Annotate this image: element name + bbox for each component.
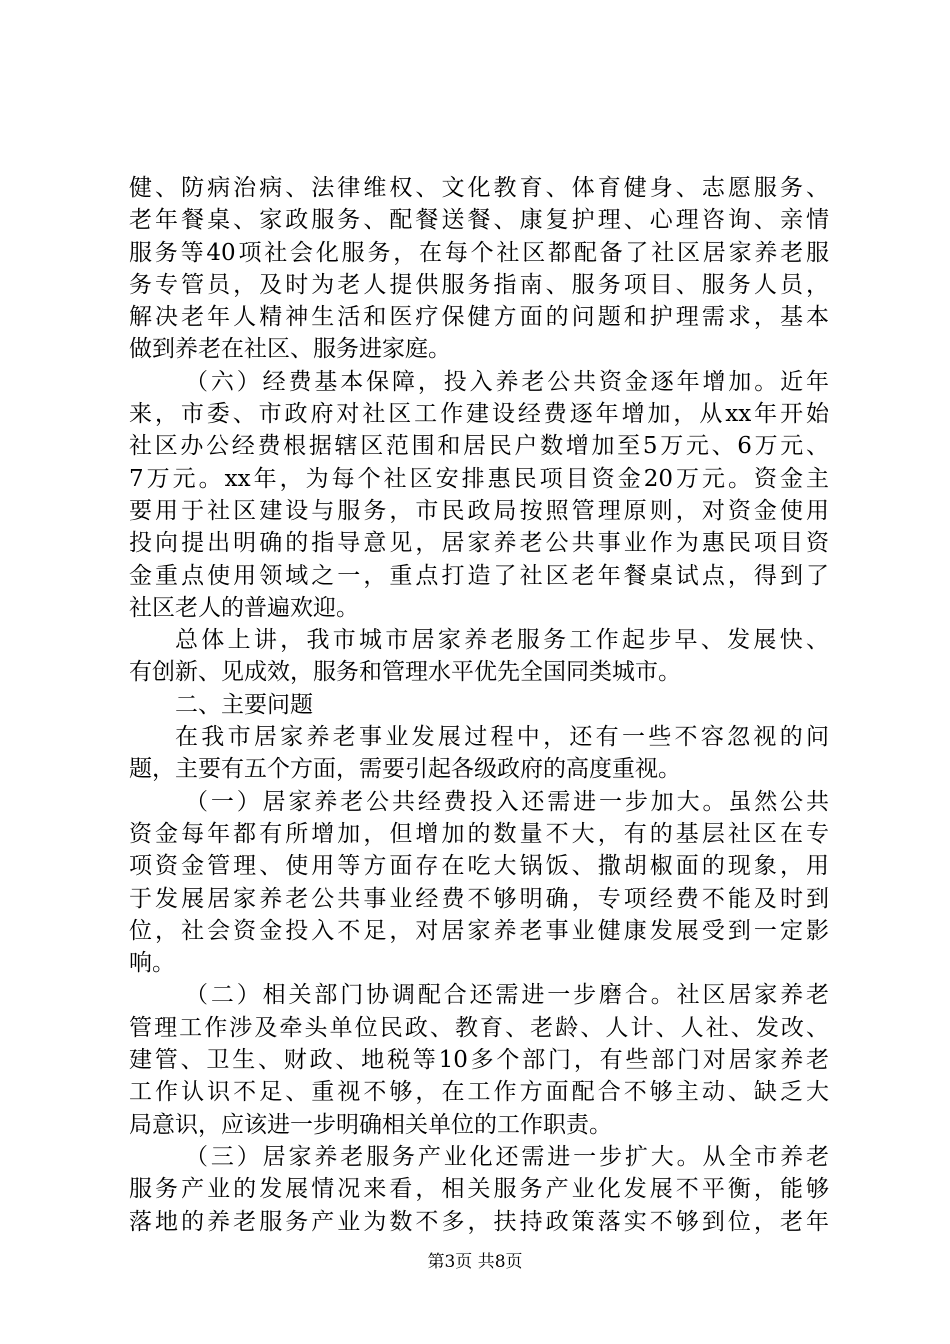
text-line: 位，社会资金投入不足，对居家养老事业健康发展受到一定影 [129, 917, 829, 944]
text-line: 响。 [129, 950, 175, 977]
text-line: 解决老年人精神生活和医疗保健方面的问题和护理需求，基本 [129, 304, 829, 331]
text-line: 社区办公经费根据辖区范围和居民户数增加至5万元、6万元、 [129, 433, 829, 460]
page-footer: 第3页 共8页 [427, 1252, 523, 1272]
text-line: 管理工作涉及牵头单位民政、教育、老龄、人计、人社、发改、 [129, 1014, 829, 1041]
text-line: 资金每年都有所增加，但增加的数量不大，有的基层社区在专 [129, 820, 829, 847]
document-body [129, 172, 829, 1238]
paragraph [129, 786, 829, 980]
text-line: 投向提出明确的指导意见，居家养老公共事业作为惠民项目资 [129, 530, 829, 557]
text-line: 局意识，应该进一步明确相关单位的工作职责。 [129, 1111, 612, 1138]
text-line: 落地的养老服务产业为数不多，扶持政策落实不够到位，老年 [129, 1208, 829, 1235]
text-line: 有创新、见成效，服务和管理水平优先全国同类城市。 [129, 659, 681, 686]
paragraph [129, 979, 829, 1140]
text-line: 工作认识不足、重视不够，在工作方面配合不够主动、缺乏大 [129, 1079, 829, 1106]
text-line: （三）居家养老服务产业化还需进一步扩大。从全市养老 [185, 1143, 829, 1170]
text-line: 要用于社区建设与服务，市民政局按照管理原则，对资金使用 [129, 497, 829, 524]
text-line: 服务产业的发展情况来看，相关服务产业化发展不平衡，能够 [129, 1176, 829, 1203]
text-line: 做到养老在社区、服务进家庭。 [129, 336, 451, 363]
paragraph [129, 689, 829, 721]
text-line: （六）经费基本保障，投入养老公共资金逐年增加。近年 [185, 368, 829, 395]
text-line: 社区老人的普遍欢迎。 [129, 594, 359, 621]
text-line: 金重点使用领域之一，重点打造了社区老年餐桌试点，得到了 [129, 562, 829, 589]
text-line: 于发展居家养老公共事业经费不够明确，专项经费不能及时到 [129, 885, 829, 912]
text-line: 服务等40项社会化服务，在每个社区都配备了社区居家养老服 [129, 239, 829, 266]
text-line: 总体上讲，我市城市居家养老服务工作起步早、发展快、 [175, 627, 829, 654]
paragraph [129, 624, 829, 689]
text-line: 来，市委、市政府对社区工作建设经费逐年增加，从xx年开始 [129, 401, 829, 428]
text-line: 题，主要有五个方面，需要引起各级政府的高度重视。 [129, 756, 681, 783]
text-line: 二、主要问题 [175, 691, 313, 718]
text-line: （一）居家养老公共经费投入还需进一步加大。虽然公共 [185, 788, 829, 815]
text-line: 7万元。xx年，为每个社区安排惠民项目资金20万元。资金主 [129, 465, 829, 492]
paragraph [129, 721, 829, 786]
text-line: 健、防病治病、法律维权、文化教育、体育健身、志愿服务、 [129, 175, 829, 201]
text-line: （二）相关部门协调配合还需进一步磨合。社区居家养老 [185, 982, 829, 1009]
text-line: 建管、卫生、财政、地税等10多个部门，有些部门对居家养老 [129, 1047, 829, 1074]
text-line: 务专管员，及时为老人提供服务指南、服务项目、服务人员， [129, 271, 829, 298]
paragraph [129, 172, 829, 366]
text-line: 老年餐桌、家政服务、配餐送餐、康复护理、心理咨询、亲情 [129, 207, 829, 234]
paragraph [129, 366, 829, 624]
paragraph [129, 1141, 829, 1238]
text-line: 项资金管理、使用等方面存在吃大锅饭、撒胡椒面的现象，用 [129, 853, 829, 880]
text-line: 在我市居家养老事业发展过程中，还有一些不容忽视的问 [175, 724, 829, 751]
